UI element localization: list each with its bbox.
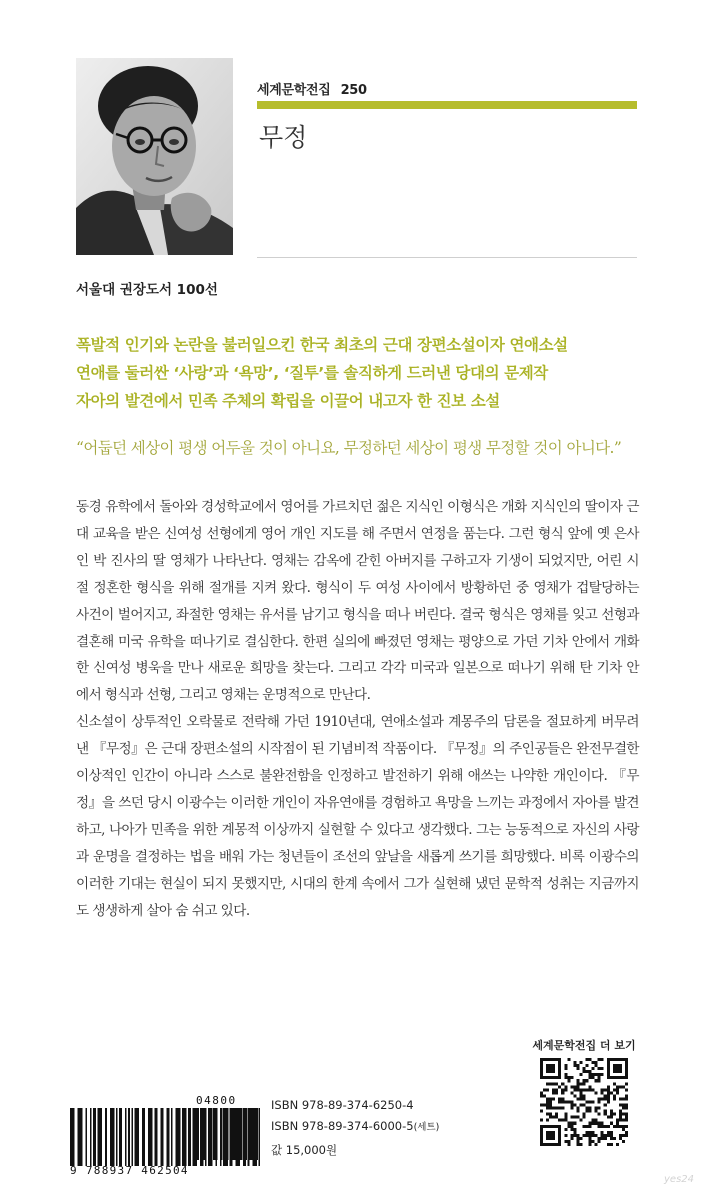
recommendation-label: 서울대 권장도서 100선	[76, 282, 218, 298]
more-books-label: 세계문학전집 더 보기	[532, 1039, 636, 1052]
barcode-addon-icon	[196, 1108, 258, 1160]
divider	[257, 257, 637, 258]
series-name: 세계문학전집	[257, 83, 331, 98]
description-paragraph: 신소설이 상투적인 오락물로 전락해 가던 1910년대, 연애소설과 계몽주의 담론을 절묘하게 버무려 낸 『무정』은 근대 장편소설의 시작점이 된 기념비적 작품이다. 『무정』의 주인공들은 완전무결한 이상적인 인간이 아니라 스스로 불완전함을 인정하고 발전하기 위해 애쓰는 나약한 개인이다. 『무정』을 쓰던 당시 이광수는 이러한 개인이 자유연애를 경험하고 욕망을 느끼는 과정에서 자아를 발견하고, 나아가 민족을 위한 계몽적 이상까지 실현할 수 있다고 생각했다. 그는 능동적으로 자신의 사랑과 운명을 결정하는 법을 배워 가는 청년들이 조선의 앞날을 새롭게 쓰기를 희망했다. 비록 이광수의 이러한 기대는 현실이 되지 못했지만, 시대의 한계 속에서 그가 실현해 냈던 문학적 성취는 지금까지도 생생하게 살아 숨 쉬고 있다.	[76, 714, 639, 919]
tagline: 자아의 발견에서 민족 주체의 확립을 이끌어 내고자 한 진보 소설	[76, 392, 500, 410]
watermark: yes24	[664, 1174, 695, 1185]
tagline: 폭발적 인기와 논란을 불러일으킨 한국 최초의 근대 장편소설이자 연애소설	[76, 336, 568, 354]
series-number: 250	[340, 83, 367, 98]
taglines	[76, 331, 676, 415]
isbn-text: ISBN 978-89-374-6250-4	[271, 1098, 414, 1112]
isbn-line	[271, 1119, 439, 1133]
barcode-number: 9 788937 462504	[70, 1164, 189, 1177]
qr-code-icon[interactable]	[540, 1058, 628, 1146]
quote: “어둡던 세상이 평생 어두울 것이 아니요, 무정하던 세상이 평생 무정할 것이 아니다.”	[76, 439, 622, 457]
author-portrait	[76, 58, 233, 255]
tagline: 연애를 둘러싼 ‘사랑’과 ‘욕망’, ‘질투’를 솔직하게 드러낸 당대의 문제작	[76, 364, 548, 382]
isbn-line	[271, 1098, 414, 1112]
accent-bar	[257, 101, 637, 109]
description	[76, 494, 639, 925]
book-title: 무정	[259, 123, 308, 152]
series-label	[257, 79, 367, 98]
description-paragraph: 동경 유학에서 돌아와 경성학교에서 영어를 가르치던 젊은 지식인 이형식은 개화 지식인의 딸이자 근대 교육을 받은 신여성 선형에게 영어 개인 지도를 해 주면서 연정을 품는다. 그런 형식 앞에 옛 은사인 박 진사의 딸 영채가 나타난다. 영채는 감옥에 갇힌 아버지를 구하고자 기생이 되었지만, 어린 시절 정혼한 형식을 위해 절개를 지켜 왔다. 형식이 두 여성 사이에서 방황하던 중 영채가 겁탈당하는 사건이 벌어지고, 좌절한 영채는 유서를 남기고 형식을 떠나 버린다. 결국 형식은 영채를 잊고 선형과 결혼해 미국 유학을 떠나기로 결심한다. 한편 실의에 빠졌던 영채는 평양으로 가던 기차 안에서 개화한 신여성 병욱을 만나 새로운 희망을 찾는다. 그리고 각각 미국과 일본으로 떠나기 위해 탄 기차 안에서 형식과 선형, 그리고 영채는 운명적으로 만난다.	[76, 499, 639, 704]
barcode-addon-number: 04800	[196, 1094, 237, 1107]
isbn-text: ISBN 978-89-374-6000-5	[271, 1119, 414, 1133]
price: 값 15,000원	[271, 1143, 338, 1157]
isbn-note: (세트)	[413, 1122, 440, 1133]
